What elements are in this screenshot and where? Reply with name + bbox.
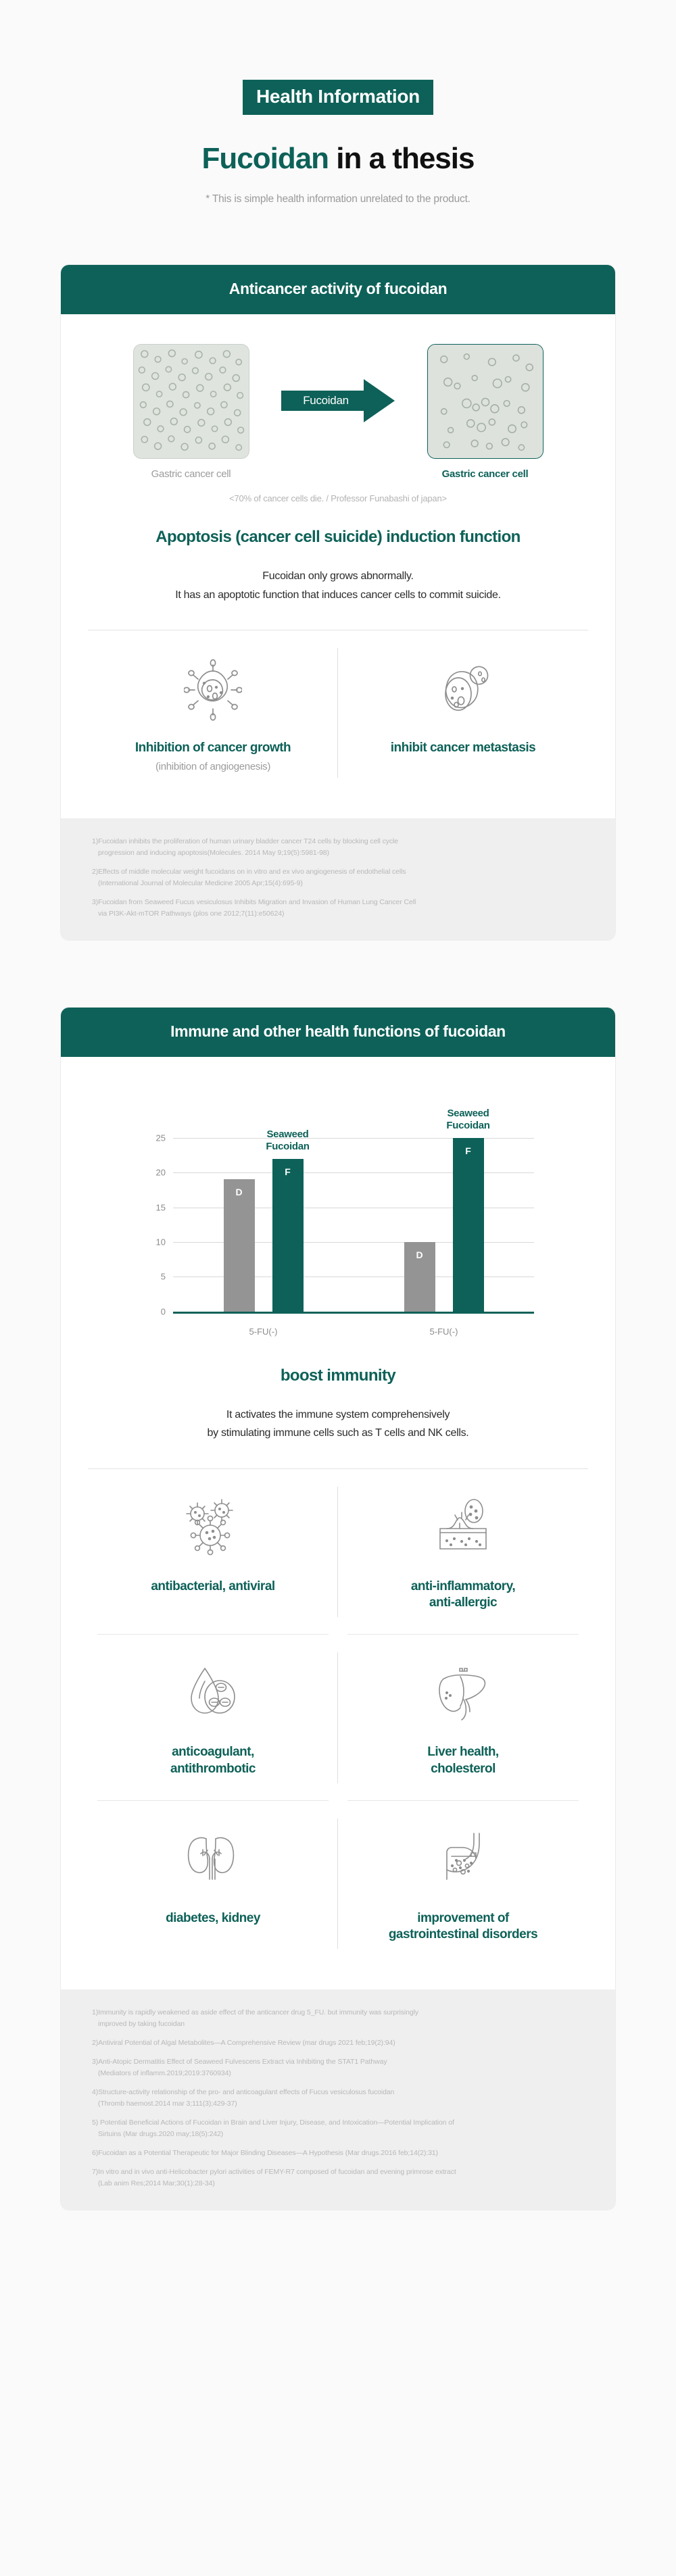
liver-icon (346, 1662, 580, 1727)
immunity-desc-line2: by stimulating immune cells such as T cells and NK cells. (207, 1427, 469, 1439)
arrow-head (364, 379, 395, 422)
chart-bars (173, 1108, 534, 1312)
apoptosis-section-title: Apoptosis (cancer cell suicide) induction function (155, 528, 521, 546)
footnote-line1: 1)Fucoidan inhibits the proliferation of human urinary bladder cancer T24 cells by blocking cell cycle (92, 837, 399, 845)
footnote-line1: 3)Fucoidan from Seaweed Fucus vesiculosus Inhibits Migration and Invasion of Human Lung Cancer Cell (92, 897, 416, 906)
kidney-icon (96, 1828, 330, 1893)
footnote-line1: 6)Fucoidan as a Potential Therapeutic for Major Blinding Diseases—A Hypothesis (Mar drugs.2016 feb;14(2):31) (92, 2148, 438, 2157)
chart-x-label: 5-FU(-) (429, 1326, 458, 1337)
footnote-line1: 5) Potential Beneficial Actions of Fucoidan in Brain and Liver Injury, Disease, and Intoxication—Potential Implication of (92, 2118, 454, 2127)
panel-liver-health-cholesterol (338, 1635, 588, 1800)
panel-inhibition-of-cancer-growth (88, 630, 338, 795)
chart-y-tick: 25 (155, 1133, 166, 1143)
footnote-line2: improved by taking fucoidan (98, 2019, 185, 2028)
chart-bar-group (173, 1128, 354, 1312)
cell-source-note: <70% of cancer cells die. / Professor Funabashi of japan> (229, 493, 447, 503)
card-immune-footnotes (61, 1989, 615, 2210)
immune-benefit-panels (88, 1469, 588, 1966)
chart-bar-slot (446, 1108, 490, 1312)
disclaimer-note: * This is simple health information unrelated to the product. (206, 193, 470, 205)
chart-bar[interactable] (453, 1138, 484, 1312)
chart-bar-label: D (235, 1187, 243, 1198)
card-anticancer-body (61, 314, 615, 795)
panel-label: improvement of gastrointestinal disorders (388, 1910, 538, 1942)
footnote-line2: via PI3K-Akt-mTOR Pathways (plos one 2012;7(11):e50624) (98, 909, 285, 918)
chart-annotation: Seaweed Fucoidan (446, 1108, 490, 1132)
arrow-label: Fucoidan (303, 394, 349, 407)
panel-label: inhibit cancer metastasis (390, 741, 536, 756)
panel-label: anticoagulant, antithrombotic (170, 1745, 256, 1776)
footnote-line1: 7)In vitro and in vivo anti-Helicobacter pylori activities of FEMY-R7 composed of fucoidan and evening primrose extract (92, 2167, 456, 2176)
chart-bar[interactable] (272, 1159, 304, 1312)
panel-inhibit-cancer-metastasis (338, 630, 588, 795)
footnote-line1: 1)Immunity is rapidly weakened as aside effect of the anticancer drug 5_FU. but immunity was surprisingly (92, 2008, 419, 2016)
footnote (92, 2056, 584, 2079)
immunity-desc-line1: It activates the immune system comprehensively (226, 1408, 450, 1420)
footnote-line2: progression and inducing apoptosis(Molecules. 2014 May 9;19(5):5981-98) (98, 848, 329, 857)
chart-bar-label: F (465, 1145, 471, 1156)
footnote (92, 2037, 584, 2049)
panel-gastrointestinal-improvement (338, 1801, 588, 1966)
chart-y-tick: 0 (160, 1306, 166, 1317)
footnote (92, 866, 584, 889)
page-header (0, 0, 676, 205)
cell-comparison (88, 339, 588, 480)
chart-bar-slot (404, 1138, 435, 1312)
blood-drop-icon (96, 1662, 330, 1727)
chart-bar-slot (266, 1128, 310, 1312)
panel-antibacterial-antiviral (88, 1469, 338, 1635)
footnote-line2: (International Journal of Molecular Medicine 2005 Apr;15(4):695-9) (98, 878, 303, 887)
panel-label: antibacterial, antiviral (151, 1579, 275, 1593)
footnote-line2: (Thromb haemost.2014 mar 3;111(3);429-37) (98, 2099, 237, 2108)
footnote-line1: 2)Antiviral Potential of Algal Metabolites—A Comprehensive Review (mar drugs 2021 feb;19(2):94) (92, 2038, 395, 2047)
card-anticancer-header: Anticancer activity of fucoidan (61, 265, 615, 314)
cell-after (406, 344, 564, 480)
viruses-icon (96, 1496, 330, 1561)
chart-x-axis-labels (173, 1327, 534, 1337)
health-information-badge: Health Information (243, 80, 433, 115)
cell-before-caption: Gastric cancer cell (151, 468, 231, 480)
footnote (92, 2166, 584, 2189)
panel-label: diabetes, kidney (166, 1910, 260, 1925)
chart-y-tick: 20 (155, 1167, 166, 1178)
chart-bar-group (354, 1108, 534, 1312)
page-title-accent: Fucoidan (201, 142, 329, 175)
footnote-line1: 3)Anti-Atopic Dermatitis Effect of Seaweed Fulvescens Extract via Inhibiting the STAT1 Pathway (92, 2057, 387, 2066)
footnote (92, 2148, 584, 2159)
boost-immunity-description (88, 1406, 588, 1443)
immunity-chart (88, 1081, 588, 1342)
chart-bar[interactable] (404, 1242, 435, 1312)
panel-anti-inflammatory-anti-allergic (338, 1469, 588, 1635)
chart-bar[interactable] (224, 1179, 255, 1311)
chart-bar-label: F (285, 1166, 291, 1177)
gastric-cancer-cell-after-image (427, 344, 544, 459)
footnote-line2: Sirtuins (Mar drugs.2020 may;18(5):242) (98, 2129, 224, 2138)
chart-y-tick: 10 (155, 1237, 166, 1247)
footnote (92, 897, 584, 920)
footnote-line2: (Lab anim Res;2014 Mar;30(1):28-34) (98, 2179, 215, 2187)
cell-before (112, 344, 270, 480)
chart-y-tick: 5 (160, 1271, 166, 1282)
panel-label: Liver health, cholesterol (427, 1745, 499, 1776)
footnote-line1: 4)Structure-activity relationship of the pro- and anticoagulant effects of Fucus vesiculosus fucoidan (92, 2087, 395, 2096)
page-title (0, 142, 676, 176)
card-anticancer-footnotes (61, 818, 615, 940)
panel-sublabel: (inhibition of angiogenesis) (155, 760, 271, 772)
chart-y-tick: 15 (155, 1202, 166, 1213)
metastasis-cell-icon (346, 658, 580, 722)
card-immune (61, 1008, 615, 2210)
footnote-line2: (Mediators of inflamm.2019;2019:3760934) (98, 2069, 231, 2077)
card-anticancer (61, 265, 615, 940)
virus-cell-icon (96, 658, 330, 722)
chart-annotation: Seaweed Fucoidan (266, 1128, 310, 1153)
skin-layer-icon (346, 1496, 580, 1561)
panel-anticoagulant-antithrombotic (88, 1635, 338, 1800)
fucoidan-arrow (270, 344, 406, 422)
boost-immunity-title: boost immunity (280, 1366, 396, 1385)
chart-x-label: 5-FU(-) (249, 1326, 278, 1337)
cell-after-caption: Gastric cancer cell (441, 468, 529, 480)
apoptosis-desc-line1: Fucoidan only grows abnormally. (262, 570, 414, 582)
footnote (92, 836, 584, 859)
chart-bar-label: D (416, 1249, 423, 1260)
anticancer-panels (88, 630, 588, 795)
page-title-rest: in a thesis (329, 142, 475, 175)
footnote-line1: 2)Effects of middle molecular weight fucoidans on in vitro and ex vivo angiogenesis of endothelial cells (92, 867, 406, 876)
footnote (92, 2087, 584, 2110)
gastric-cancer-cell-before-image (133, 344, 249, 459)
card-immune-header: Immune and other health functions of fucoidan (61, 1008, 615, 1057)
apoptosis-description (88, 567, 588, 604)
stomach-icon (346, 1828, 580, 1893)
panel-label: anti-inflammatory, anti-allergic (410, 1579, 516, 1610)
footnote (92, 2007, 584, 2030)
chart-bar-slot (224, 1138, 255, 1312)
panel-label: Inhibition of cancer growth (135, 741, 291, 756)
panel-diabetes-kidney (88, 1801, 338, 1966)
footnote (92, 2117, 584, 2140)
apoptosis-desc-line2: It has an apoptotic function that induces cancer cells to commit suicide. (175, 589, 501, 601)
chart-plot-area (155, 1108, 534, 1317)
card-immune-body (61, 1057, 615, 1966)
